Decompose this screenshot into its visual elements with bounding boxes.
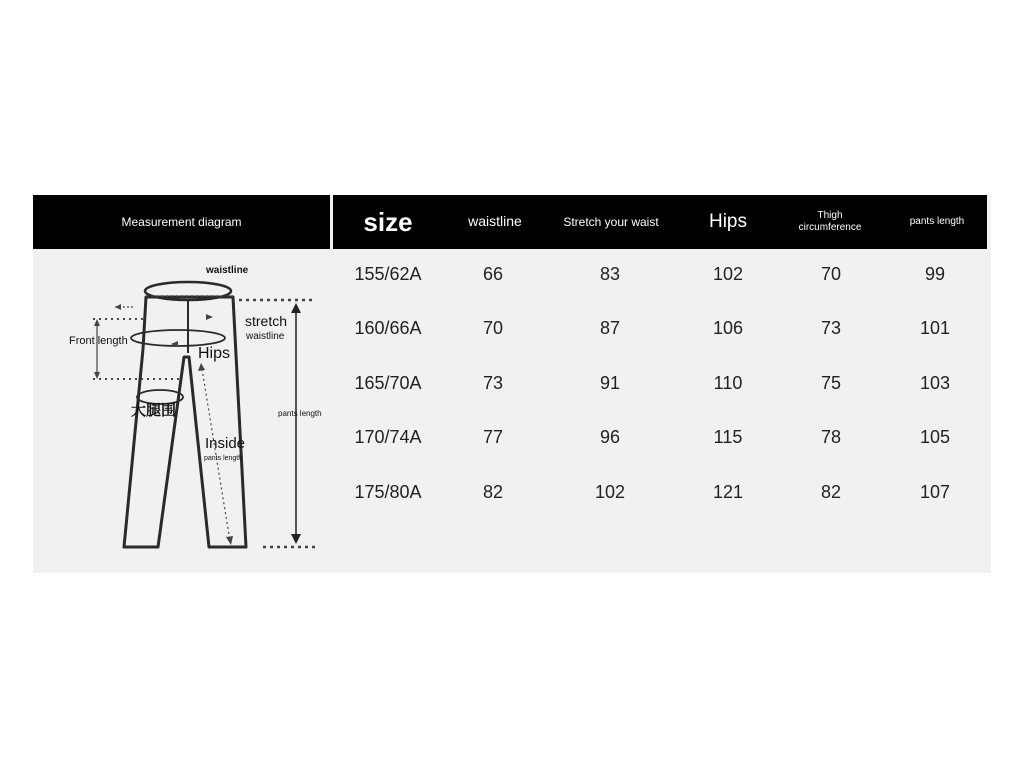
- col-header-hips: Hips: [708, 211, 748, 233]
- cell-pants-length: 105: [919, 426, 951, 447]
- cell-pants-length: 103: [919, 372, 951, 393]
- label-inside-pants-length: pants length: [204, 455, 243, 462]
- cell-pants-length: 101: [919, 317, 951, 338]
- cell-hips: 102: [712, 263, 744, 284]
- cell-size: 155/62A: [354, 263, 422, 284]
- cell-waistline: 70: [482, 317, 504, 338]
- cell-thigh: 82: [820, 481, 842, 502]
- label-hips: Hips: [198, 345, 231, 362]
- cell-stretch-waist: 87: [599, 317, 621, 338]
- cell-size: 170/74A: [354, 426, 422, 447]
- cell-hips: 115: [713, 426, 743, 447]
- cell-size: 160/66A: [354, 317, 422, 338]
- label-front-length: Front length: [69, 335, 128, 347]
- label-thigh: 大腿围: [131, 402, 177, 419]
- cell-pants-length: 107: [919, 481, 951, 502]
- table-row: [333, 465, 987, 519]
- table-row: [333, 301, 987, 355]
- table-row: [333, 356, 987, 410]
- label-stretch-waistline: waistline: [246, 331, 285, 342]
- col-header-waistline: waistline: [468, 213, 522, 230]
- cell-stretch-waist: 96: [599, 426, 621, 447]
- col-header-size: size: [363, 206, 413, 237]
- cell-thigh: 70: [820, 263, 842, 284]
- table-row: [333, 247, 987, 301]
- diagram-header-label: Measurement diagram: [121, 215, 242, 229]
- col-header-thigh: Thigh circumference: [798, 209, 862, 233]
- cell-pants-length: 99: [924, 263, 946, 284]
- cell-waistline: 77: [482, 426, 504, 447]
- table-header: [333, 195, 987, 249]
- diagram-header: [33, 195, 330, 249]
- cell-stretch-waist: 102: [594, 481, 626, 502]
- cell-stretch-waist: 91: [599, 372, 621, 393]
- size-chart: [33, 195, 991, 573]
- table-row: [333, 410, 987, 464]
- cell-size: 175/80A: [354, 481, 422, 502]
- cell-thigh: 78: [820, 426, 842, 447]
- col-header-pants-length: pants length: [909, 215, 965, 227]
- cell-hips: 106: [712, 317, 744, 338]
- cell-thigh: 73: [820, 317, 842, 338]
- cell-waistline: 66: [482, 263, 504, 284]
- label-stretch: stretch: [245, 313, 288, 329]
- label-inside: Inside: [205, 435, 246, 452]
- cell-size: 165/70A: [354, 372, 422, 393]
- cell-hips: 121: [712, 481, 744, 502]
- col-header-stretch-waist: Stretch your waist: [563, 214, 659, 229]
- cell-hips: 110: [713, 372, 743, 393]
- label-waistline: waistline: [206, 265, 249, 276]
- label-pants-length: pants length: [278, 409, 322, 418]
- measurement-diagram: [33, 249, 330, 573]
- cell-waistline: 73: [482, 372, 504, 393]
- cell-stretch-waist: 83: [599, 263, 621, 284]
- cell-thigh: 75: [820, 372, 842, 393]
- cell-waistline: 82: [482, 481, 504, 502]
